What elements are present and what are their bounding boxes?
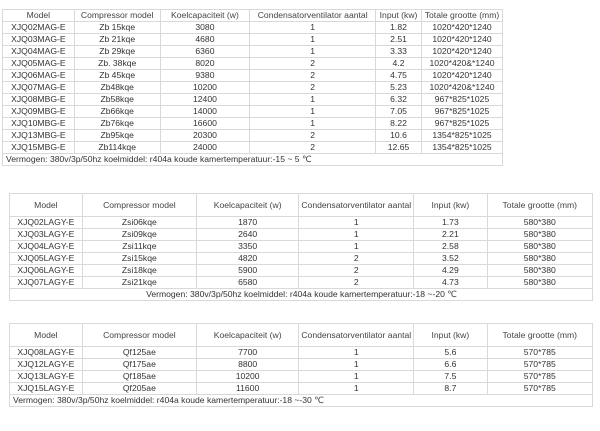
table-cell: Zb95kqe bbox=[74, 130, 160, 142]
table-footer-row bbox=[10, 395, 593, 407]
table-cell: Zb 21kqe bbox=[74, 34, 160, 46]
table-cell: 7700 bbox=[196, 347, 298, 359]
table-cell: 2 bbox=[299, 265, 414, 277]
table-row bbox=[3, 70, 503, 82]
table-cell: 1 bbox=[250, 46, 376, 58]
table-row bbox=[10, 383, 593, 395]
table-cell: 4.75 bbox=[376, 70, 422, 82]
table-cell: 12.65 bbox=[376, 142, 422, 154]
table-cell: 2.51 bbox=[376, 34, 422, 46]
table-cell: Zb 29kqe bbox=[74, 46, 160, 58]
table-cell: 1 bbox=[299, 347, 414, 359]
table-cell: 4.2 bbox=[376, 58, 422, 70]
table-cell: 5900 bbox=[196, 265, 298, 277]
table-cell: 580*380 bbox=[487, 265, 592, 277]
table-cell: 1020*420*1240 bbox=[422, 46, 503, 58]
table-row bbox=[3, 34, 503, 46]
table-footnote: Vermogen: 380v/3p/50hz koelmiddel: r404a koude kamertemperatuur:-18 ~-20 ℃ bbox=[10, 289, 593, 301]
table-cell: XJQ02LAGY-E bbox=[10, 217, 83, 229]
table-cell: 1020*420&*1240 bbox=[422, 58, 503, 70]
table-cell: 1020*420*1240 bbox=[422, 34, 503, 46]
table-row bbox=[3, 142, 503, 154]
table-cell: 1 bbox=[299, 229, 414, 241]
table-cell: 4820 bbox=[196, 253, 298, 265]
table-cell: Zsi09kqe bbox=[82, 229, 196, 241]
table-cell: 2 bbox=[299, 277, 414, 289]
column-header: Model bbox=[10, 194, 83, 217]
table-cell: 7.5 bbox=[414, 371, 487, 383]
table-cell: 2.21 bbox=[414, 229, 487, 241]
table-cell: 1020*420*1240 bbox=[422, 70, 503, 82]
table-cell: 11600 bbox=[196, 383, 298, 395]
column-header: Condensatorventilator aantal bbox=[250, 10, 376, 22]
table-row bbox=[3, 130, 503, 142]
table-cell: XJQ06MAG-E bbox=[3, 70, 75, 82]
table-cell: 570*785 bbox=[487, 359, 592, 371]
table-cell: 12400 bbox=[160, 94, 250, 106]
column-header: Compressor model bbox=[82, 194, 196, 217]
table-cell: 1 bbox=[250, 34, 376, 46]
table-cell: 1.82 bbox=[376, 22, 422, 34]
table-cell: 8020 bbox=[160, 58, 250, 70]
column-header: Koelcapaciteit (w) bbox=[196, 194, 298, 217]
column-header: Input (kw) bbox=[376, 10, 422, 22]
table-row bbox=[3, 22, 503, 34]
table-cell: 5.23 bbox=[376, 82, 422, 94]
table-cell: Zb48kqe bbox=[74, 82, 160, 94]
table-cell: 1 bbox=[250, 22, 376, 34]
table-row bbox=[3, 58, 503, 70]
table-cell: 1354*825*1025 bbox=[422, 130, 503, 142]
table-cell: 3080 bbox=[160, 22, 250, 34]
table-cell: Zsi15kqe bbox=[82, 253, 196, 265]
table-cell: 580*380 bbox=[487, 229, 592, 241]
table-cell: Zb 15kqe bbox=[74, 22, 160, 34]
table-cell: 570*785 bbox=[487, 383, 592, 395]
table-cell: Zsi11kqe bbox=[82, 241, 196, 253]
table-cell: 2 bbox=[250, 142, 376, 154]
table-cell: 2 bbox=[250, 58, 376, 70]
table-cell: 2 bbox=[250, 70, 376, 82]
table-cell: Qf205ae bbox=[82, 383, 196, 395]
table-cell: Zsi18kqe bbox=[82, 265, 196, 277]
table-cell: 1 bbox=[250, 106, 376, 118]
column-header: Koelcapaciteit (w) bbox=[160, 10, 250, 22]
column-header: Totale grootte (mm) bbox=[487, 324, 592, 347]
column-header: Compressor model bbox=[82, 324, 196, 347]
table-cell: 967*825*1025 bbox=[422, 106, 503, 118]
table-cell: 10200 bbox=[196, 371, 298, 383]
table-cell: 16600 bbox=[160, 118, 250, 130]
table-cell: Qf125ae bbox=[82, 347, 196, 359]
table-cell: XJQ02MAG-E bbox=[3, 22, 75, 34]
table-cell: XJQ12LAGY-E bbox=[10, 359, 83, 371]
table-cell: 8.22 bbox=[376, 118, 422, 130]
table-cell: XJQ13MBG-E bbox=[3, 130, 75, 142]
column-header: Model bbox=[3, 10, 75, 22]
table-row bbox=[10, 359, 593, 371]
table-cell: 6360 bbox=[160, 46, 250, 58]
table-header-row bbox=[3, 10, 503, 22]
table-cell: 570*785 bbox=[487, 371, 592, 383]
column-header: Input (kw) bbox=[414, 194, 487, 217]
table-cell: Zsi06kqe bbox=[82, 217, 196, 229]
table-cell: 4680 bbox=[160, 34, 250, 46]
table-row bbox=[10, 217, 593, 229]
table-cell: 20300 bbox=[160, 130, 250, 142]
table-cell: 9380 bbox=[160, 70, 250, 82]
table-cell: Zsi21kqe bbox=[82, 277, 196, 289]
column-header: Model bbox=[10, 324, 83, 347]
table-row bbox=[10, 371, 593, 383]
table-cell: 1 bbox=[299, 217, 414, 229]
table-cell: 8.7 bbox=[414, 383, 487, 395]
table-cell: 10.6 bbox=[376, 130, 422, 142]
column-header: Condensatorventilator aantal bbox=[299, 194, 414, 217]
table-cell: 2 bbox=[250, 130, 376, 142]
table-cell: XJQ08MBG-E bbox=[3, 94, 75, 106]
table-row bbox=[3, 46, 503, 58]
table-cell: 2 bbox=[250, 82, 376, 94]
table-header-row bbox=[10, 194, 593, 217]
column-header: Condensatorventilator aantal bbox=[299, 324, 414, 347]
table-cell: 3350 bbox=[196, 241, 298, 253]
table-cell: Qf175ae bbox=[82, 359, 196, 371]
table-cell: 6.6 bbox=[414, 359, 487, 371]
table-header-row bbox=[10, 324, 593, 347]
table-row bbox=[10, 265, 593, 277]
table-cell: 570*785 bbox=[487, 347, 592, 359]
table-cell: XJQ05MAG-E bbox=[3, 58, 75, 70]
column-header: Totale grootte (mm) bbox=[487, 194, 592, 217]
table-footnote: Vermogen: 380v/3p/50hz koelmiddel: r404a koude kamertemperatuur:-15 ~ 5 ℃ bbox=[3, 154, 503, 166]
table-footer-row bbox=[3, 154, 503, 166]
table-cell: XJQ09MBG-E bbox=[3, 106, 75, 118]
table-cell: 1 bbox=[250, 94, 376, 106]
table-cell: 1020*420&*1240 bbox=[422, 82, 503, 94]
table-cell: 2 bbox=[299, 253, 414, 265]
table-cell: XJQ05LAGY-E bbox=[10, 253, 83, 265]
spec-table-1 bbox=[2, 9, 503, 166]
table-cell: XJQ13LAGY-E bbox=[10, 371, 83, 383]
table-cell: 1 bbox=[299, 359, 414, 371]
table-cell: 580*380 bbox=[487, 241, 592, 253]
table-footer-row bbox=[10, 289, 593, 301]
table-cell: 1 bbox=[299, 241, 414, 253]
table-cell: 967*825*1025 bbox=[422, 94, 503, 106]
table-cell: XJQ03MAG-E bbox=[3, 34, 75, 46]
table-cell: 4.29 bbox=[414, 265, 487, 277]
table-row bbox=[3, 82, 503, 94]
table-row bbox=[10, 347, 593, 359]
table-cell: 1 bbox=[250, 118, 376, 130]
table-cell: 24000 bbox=[160, 142, 250, 154]
table-cell: 1354*825*1025 bbox=[422, 142, 503, 154]
table-cell: 580*380 bbox=[487, 217, 592, 229]
table-cell: 4.73 bbox=[414, 277, 487, 289]
table-cell: Zb58kqe bbox=[74, 94, 160, 106]
column-header: Koelcapaciteit (w) bbox=[196, 324, 298, 347]
table-cell: 3.33 bbox=[376, 46, 422, 58]
table-cell: 5.6 bbox=[414, 347, 487, 359]
table-cell: XJQ03LAGY-E bbox=[10, 229, 83, 241]
table-row bbox=[3, 118, 503, 130]
table-cell: XJQ07LAGY-E bbox=[10, 277, 83, 289]
table-cell: 2640 bbox=[196, 229, 298, 241]
spec-table-3 bbox=[9, 323, 593, 407]
table-row bbox=[10, 253, 593, 265]
table-cell: 580*380 bbox=[487, 253, 592, 265]
table-cell: 6.32 bbox=[376, 94, 422, 106]
column-header: Totale grootte (mm) bbox=[422, 10, 503, 22]
table-cell: XJQ04LAGY-E bbox=[10, 241, 83, 253]
table-cell: XJQ15LAGY-E bbox=[10, 383, 83, 395]
table-cell: Zb114kqe bbox=[74, 142, 160, 154]
table-cell: XJQ07MAG-E bbox=[3, 82, 75, 94]
table-cell: 7.05 bbox=[376, 106, 422, 118]
column-header: Compressor model bbox=[74, 10, 160, 22]
table-cell: 1870 bbox=[196, 217, 298, 229]
table-cell: 1 bbox=[299, 383, 414, 395]
column-header: Input (kw) bbox=[414, 324, 487, 347]
table-footnote: Vermogen: 380v/3p/50hz koelmiddel: r404a koude kamertemperatuur:-18 ~-30 ℃ bbox=[10, 395, 593, 407]
table-cell: Zb. 38kqe bbox=[74, 58, 160, 70]
table-cell: 967*825*1025 bbox=[422, 118, 503, 130]
table-row bbox=[3, 106, 503, 118]
table-cell: 8800 bbox=[196, 359, 298, 371]
spec-table-2 bbox=[9, 193, 593, 301]
table-cell: Zb66kqe bbox=[74, 106, 160, 118]
table-cell: Qf185ae bbox=[82, 371, 196, 383]
table-cell: XJQ10MBG-E bbox=[3, 118, 75, 130]
table-cell: Zb76kqe bbox=[74, 118, 160, 130]
table-cell: 6580 bbox=[196, 277, 298, 289]
table-cell: XJQ04MAG-E bbox=[3, 46, 75, 58]
table-cell: 2.58 bbox=[414, 241, 487, 253]
table-cell: 580*380 bbox=[487, 277, 592, 289]
table-cell: XJQ15MBG-E bbox=[3, 142, 75, 154]
table-cell: 10200 bbox=[160, 82, 250, 94]
table-cell: 3.52 bbox=[414, 253, 487, 265]
table-row bbox=[10, 277, 593, 289]
table-cell: XJQ06LAGY-E bbox=[10, 265, 83, 277]
table-row bbox=[10, 241, 593, 253]
table-cell: 1.73 bbox=[414, 217, 487, 229]
table-cell: 1 bbox=[299, 371, 414, 383]
table-cell: 1020*420*1240 bbox=[422, 22, 503, 34]
table-cell: Zb 45kqe bbox=[74, 70, 160, 82]
table-row bbox=[10, 229, 593, 241]
table-row bbox=[3, 94, 503, 106]
table-cell: XJQ08LAGY-E bbox=[10, 347, 83, 359]
table-cell: 14000 bbox=[160, 106, 250, 118]
